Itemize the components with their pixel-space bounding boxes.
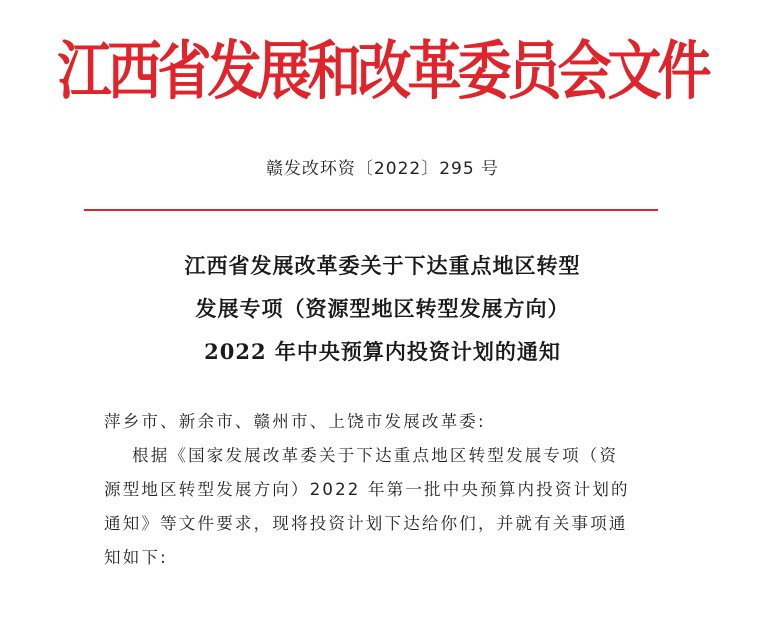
issuer-masthead: 江西省发展和改革委员会文件 [57, 32, 708, 109]
document-body [104, 405, 664, 575]
paragraph-line-1: 根据《国家发展改革委关于下达重点地区转型发展专项（资 [132, 446, 619, 465]
paragraph-line-2: 源型地区转型发展方向）2022 年第一批中央预算内投资计划的 [104, 480, 630, 499]
title-line-1: 江西省发展改革委关于下达重点地区转型 [184, 253, 581, 278]
paragraph-line-4: 知如下: [104, 548, 168, 567]
document-title [0, 244, 765, 373]
document-number: 赣发改环资〔2022〕295 号 [265, 159, 500, 179]
paragraph-line-3: 通知》等文件要求，现将投资计划下达给你们，并就有关事项通 [104, 514, 628, 533]
red-separator-line [84, 209, 658, 211]
title-line-2: 发展专项（资源型地区转型发展方向） [195, 296, 570, 321]
addressee-line: 萍乡市、新余市、赣州市、上饶市发展改革委: [104, 412, 486, 431]
title-line-3: 2022 年中央预算内投资计划的通知 [204, 339, 561, 364]
